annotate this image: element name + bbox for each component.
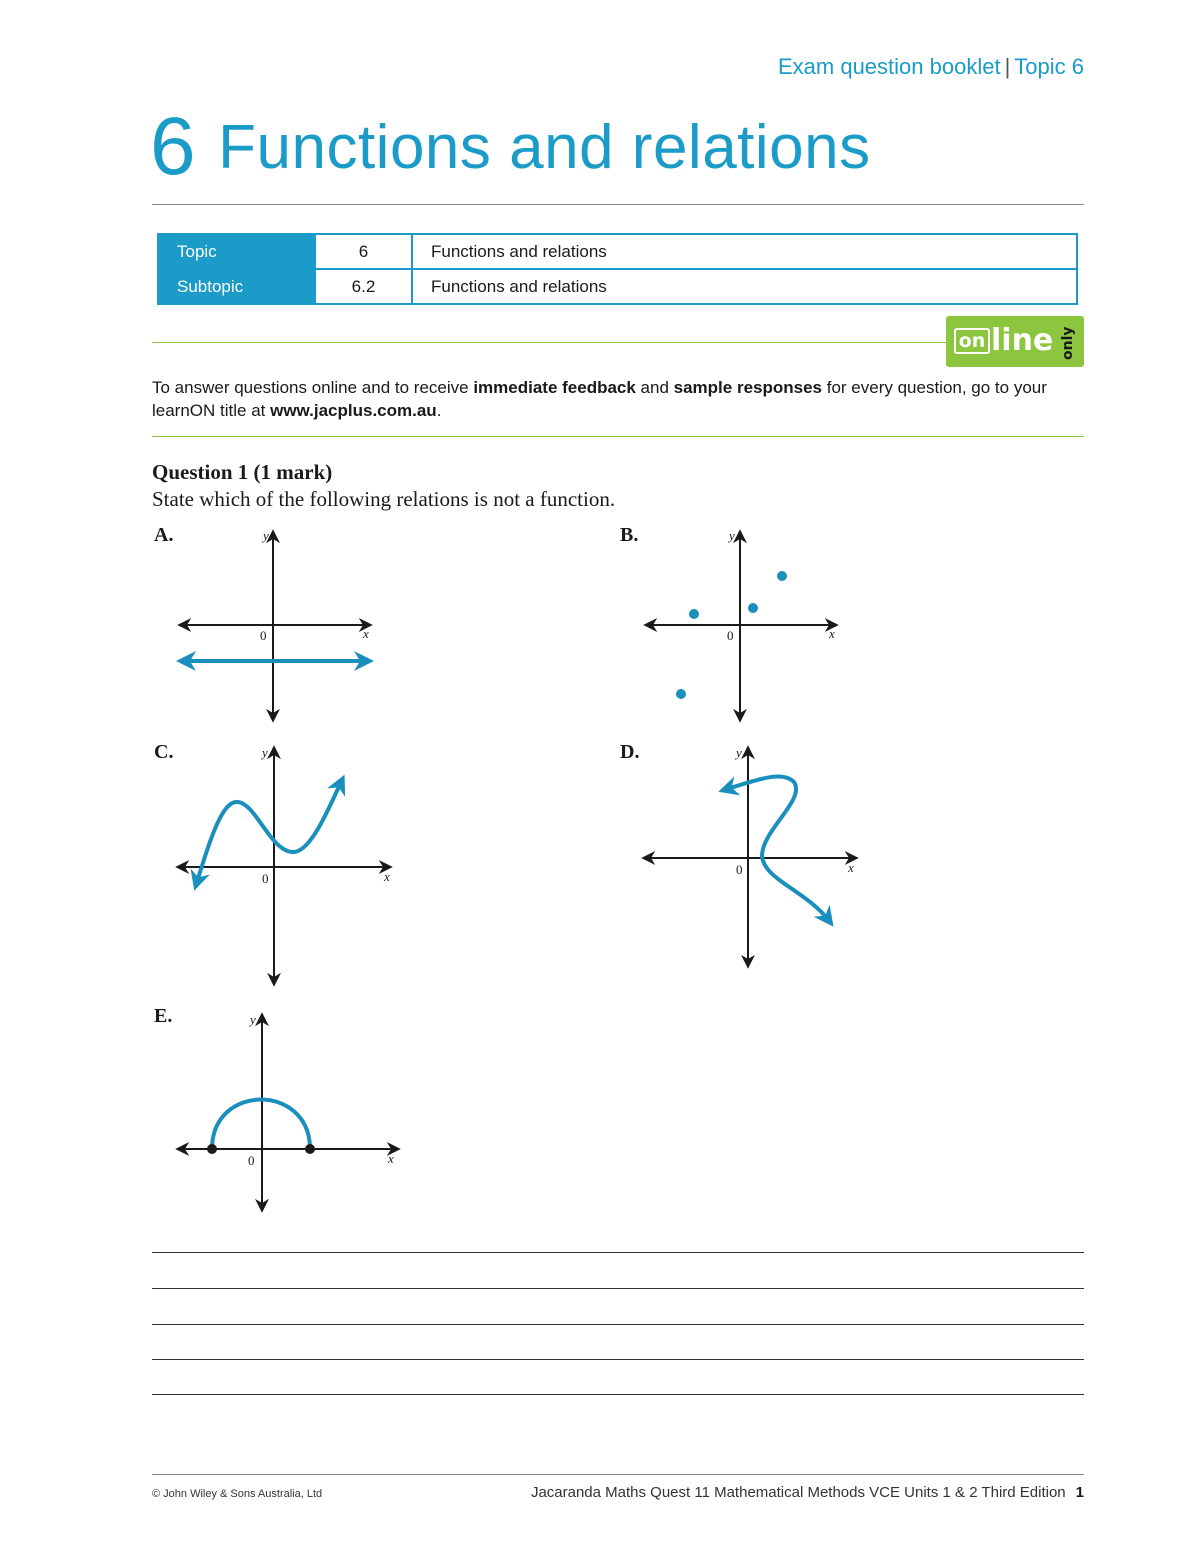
option-b-label: B. bbox=[620, 524, 639, 546]
data-point bbox=[748, 603, 758, 613]
instructions-rule bbox=[152, 436, 1084, 437]
book-title: Jacaranda Maths Quest 11 Mathematical Methods VCE Units 1 & 2 Third Edition bbox=[530, 1484, 1066, 1501]
subtopic-number: 6.2 bbox=[315, 269, 412, 304]
jacplus-link[interactable]: www.jacplus.com.au bbox=[270, 401, 437, 420]
question-text: State which of the following relations is not a function. bbox=[152, 487, 616, 511]
question-heading: Question 1 (1 mark) bbox=[152, 460, 333, 484]
table-row bbox=[158, 234, 1077, 269]
instructions-bold: sample responses bbox=[673, 378, 822, 397]
x-axis-label: x bbox=[384, 869, 390, 884]
graph-b bbox=[636, 520, 846, 730]
copyright: © John Wiley & Sons Australia, Ltd bbox=[152, 1488, 323, 1500]
origin-label: 0 bbox=[736, 862, 743, 877]
data-point bbox=[689, 609, 699, 619]
answer-line[interactable] bbox=[152, 1252, 1084, 1253]
origin-label: 0 bbox=[248, 1153, 255, 1168]
s-curve bbox=[724, 777, 830, 922]
chapter-title bbox=[150, 100, 871, 194]
cubic-curve bbox=[196, 780, 342, 885]
footer-book-info bbox=[531, 1484, 1084, 1501]
graph-a bbox=[170, 520, 380, 730]
graph-d bbox=[636, 740, 866, 970]
topic-table bbox=[157, 233, 1078, 305]
subtopic-label: Subtopic bbox=[158, 269, 315, 304]
instructions bbox=[152, 376, 1084, 422]
instructions-text: To answer questions online and to receive bbox=[152, 378, 474, 397]
option-d-label: D. bbox=[620, 741, 640, 763]
y-axis-label: y bbox=[729, 528, 735, 543]
origin-label: 0 bbox=[727, 628, 734, 643]
header-separator: | bbox=[1004, 54, 1011, 79]
x-axis-label: x bbox=[829, 626, 835, 641]
origin-label: 0 bbox=[260, 628, 267, 643]
option-a-label: A. bbox=[154, 524, 174, 546]
closed-endpoint bbox=[305, 1144, 315, 1154]
option-c-label: C. bbox=[154, 741, 174, 763]
y-axis-label: y bbox=[736, 745, 742, 760]
booklet-name: Exam question booklet bbox=[777, 54, 1001, 79]
footer-rule bbox=[152, 1474, 1084, 1475]
topic-label: Topic bbox=[158, 234, 315, 269]
closed-endpoint bbox=[207, 1144, 217, 1154]
instructions-text: and bbox=[635, 378, 674, 397]
topic-number: 6 bbox=[315, 234, 412, 269]
x-axis-label: x bbox=[388, 1151, 394, 1166]
y-axis-label: y bbox=[262, 745, 268, 760]
data-point bbox=[676, 689, 686, 699]
chapter-name: Functions and relations bbox=[218, 113, 871, 182]
table-row bbox=[158, 269, 1077, 304]
answer-line[interactable] bbox=[152, 1324, 1084, 1325]
page-number: 1 bbox=[1075, 1484, 1084, 1501]
graph-e bbox=[170, 1005, 410, 1220]
option-e-label: E. bbox=[154, 1005, 173, 1027]
answer-line[interactable] bbox=[152, 1394, 1084, 1395]
x-axis-label: x bbox=[848, 860, 854, 875]
origin-label: 0 bbox=[262, 871, 269, 886]
online-rule bbox=[152, 342, 946, 343]
y-axis-label: y bbox=[250, 1012, 256, 1027]
x-axis-label: x bbox=[363, 626, 369, 641]
data-point bbox=[777, 571, 787, 581]
badge-on: on bbox=[954, 328, 990, 354]
instructions-text: . bbox=[436, 401, 442, 420]
y-axis-label: y bbox=[263, 528, 269, 543]
instructions-text: for every question, go to your learnON title at bbox=[152, 378, 1047, 420]
title-rule bbox=[152, 204, 1084, 205]
online-only-badge bbox=[946, 316, 1084, 367]
booklet-header bbox=[778, 54, 1084, 80]
booklet-topic: Topic 6 bbox=[1014, 54, 1084, 79]
instructions-bold: immediate feedback bbox=[473, 378, 636, 397]
badge-only: only bbox=[1060, 326, 1076, 360]
answer-line[interactable] bbox=[152, 1359, 1084, 1360]
chapter-number: 6 bbox=[150, 101, 197, 192]
answer-line[interactable] bbox=[152, 1288, 1084, 1289]
graph-c bbox=[170, 740, 400, 990]
badge-line: line bbox=[991, 323, 1054, 358]
topic-name: Functions and relations bbox=[412, 234, 1077, 269]
subtopic-name: Functions and relations bbox=[412, 269, 1077, 304]
